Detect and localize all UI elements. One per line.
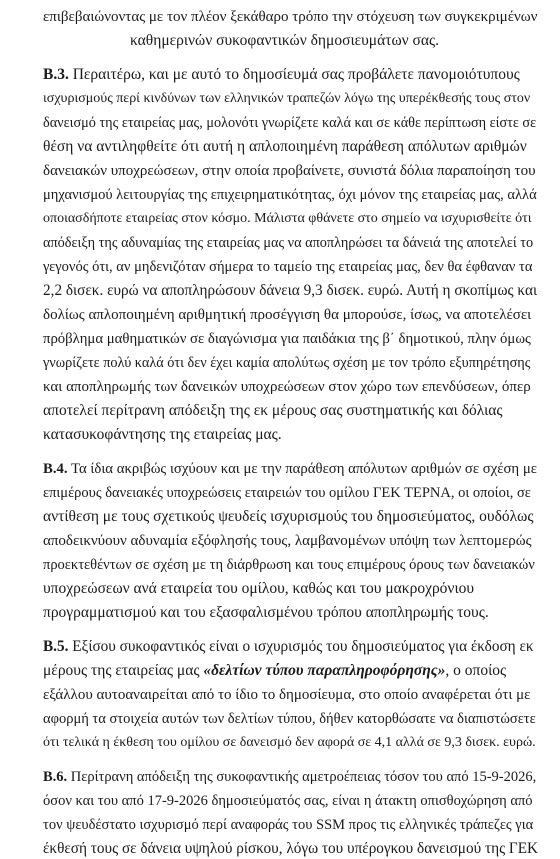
paragraph-line — [43, 353, 538, 373]
paragraph-line — [43, 791, 538, 811]
paragraph-line — [43, 257, 538, 277]
line-text: προεκτεθέντων σε σχέση με τη διάρθρωση και τους επιμέρους όρους των δανειακών — [43, 557, 535, 573]
paragraph-line — [43, 603, 538, 623]
paragraph-line — [43, 709, 538, 729]
line-text: επιμέρους δανειακές υποχρεώσεις εταιρειών του ομίλου ΓΕΚ ΤΕΡΝΑ, οι οποίοι, σε — [43, 485, 531, 501]
paragraph-line — [43, 555, 538, 575]
line-text: θέση να αντιληφθείτε ότι αυτή η απλοποιημένη παράθεση απόλυτων αριθμών — [43, 138, 527, 155]
paragraph-line — [43, 89, 538, 109]
paragraph-line — [43, 425, 538, 445]
line-text: Περίτρανη απόδειξη της συκοφαντικής αμετροέπειας τόσον του από 15-9-2026, — [67, 769, 537, 785]
line-text: 2,2 δισεκ. ευρώ να αποπληρώσουν δάνεια 9,3 δισεκ. ευρώ. Αυτή η σκοπίμως και — [43, 282, 538, 299]
line-text: αντίθεση με τους σχετικούς ψευδείς ισχυρισμούς του δημοσιεύματος, ουδόλως — [43, 508, 534, 525]
line-text: δολίως απλοποιημένη αριθμητική προσέγγιση θα μπορούσε, ίσως, να αποτελέσει — [43, 307, 532, 323]
paragraph-line — [130, 31, 538, 51]
paragraph-line — [43, 281, 538, 301]
line-text: επιβεβαιώνοντας με τον πλέον ξεκάθαρο τρόπο την στόχευση των συγκεκριμένων — [43, 9, 538, 25]
paragraph-line — [43, 767, 538, 787]
line-text: γεγονός ότι, αν μηδενιζόταν σήμερα το ταμείο της εταιρείας μας, δεν θα έφθαναν τα — [43, 259, 533, 275]
line-text: κατασυκοφάντησης της εταιρείας μας. — [43, 426, 282, 443]
line-text: Τα ίδια ακριβώς ισχύουν και με την παράθεση απόλυτων αριθμών σε σχέση με — [67, 461, 537, 477]
section-label: Β.5. — [43, 638, 69, 655]
paragraph-line — [43, 507, 538, 527]
paragraph-line — [43, 815, 538, 835]
line-text: δανειακών υποχρεώσεων, στην οποία προβαίνετε, συνιστά δόλια παραποίηση του — [43, 163, 536, 179]
paragraph-line — [43, 161, 538, 181]
paragraph-line — [43, 733, 538, 753]
line-text: , ο οποίος — [445, 662, 507, 679]
line-text: αποτελεί περίτρανη απόδειξη της εκ μέρους σας συστηματικής και δόλιας — [43, 402, 503, 419]
section-label: Β.4. — [43, 461, 68, 477]
section-label: Β.3. — [43, 66, 69, 83]
line-text: τον ψευδέστατο ισχυρισμό περί αναφοράς του SSM προς τις ελληνικές τράπεζες για — [43, 817, 534, 833]
line-text: ότι τελικά η έκθεση του ομίλου σε δανεισμό δεν αφορά σε 4,1 αλλά σε 9,3 δισεκ. ευρώ. — [43, 735, 536, 750]
line-text: προγραμματισμού και του εξασφαλισμένου τρόπου αποπληρωμής τους. — [43, 604, 489, 621]
line-text: εξάλλου αυτοαναιρείται από το ίδιο το δημοσίευμα, στο οποίο αναφέρεται ότι με — [43, 687, 531, 703]
paragraph-line — [43, 305, 538, 325]
paragraph-line — [43, 233, 538, 253]
line-text: απόδειξη της αδυναμίας της εταιρείας μας να αποπληρώσει τα δάνειά της αποτελεί το — [43, 235, 534, 251]
line-text: οποιασδήποτε εταιρείας στον κόσμο. Μάλιστα φθάνετε στο σημείο να ισχυρισθείτε ότι — [43, 211, 532, 226]
paragraph-line — [43, 329, 538, 349]
line-text: γνωρίζετε πολύ καλά ότι δεν έχει καμία απολύτως σχέση με τον τρόπο εξυπηρέτησης — [43, 355, 531, 371]
paragraph-line — [43, 637, 538, 657]
line-text: πρόβλημα μαθηματικών σε διαγώνισμα για παιδάκια της β΄ δημοτικού, πλην όμως — [43, 331, 531, 347]
line-text: αποδεικνύουν αδυναμία εξόφλησής τους, λαμβανομένων υπόψη των λεπτομερώς — [43, 533, 532, 549]
line-text: δανεισμό της εταιρείας μας, μολονότι γνωρίζετε καλά και σε κάθε περίπτωση είστε σε — [43, 115, 537, 131]
line-text: Περαιτέρω, και με αυτό το δημοσίευμά σας προβάλετε πανομοιότυπους — [68, 66, 520, 83]
paragraph-line — [43, 137, 538, 157]
line-text: όσον και του από 17-9-2026 δημοσιεύματός σας, είναι η άτακτη οπισθοχώρηση από — [43, 793, 533, 809]
line-text: έκθεσή τους σε δάνεια υψηλού ρίσκου, λόγω του υπέρογκου δανεισμού της ΓΕΚ — [43, 840, 539, 857]
paragraph-line — [43, 483, 538, 503]
line-text: και αποπληρωμής των δανεικών υποχρεώσεων στον χώρο των επενδύσεων, όπερ — [43, 379, 531, 395]
paragraph-line — [43, 7, 538, 27]
paragraph-line — [43, 209, 538, 229]
line-text: ισχυρισμούς περί κινδύνων των ελληνικών τραπεζών λόγω της υπερέκθεσής τους στον — [43, 91, 531, 106]
paragraph-line — [43, 401, 538, 421]
paragraph-line — [43, 377, 538, 397]
line-text: υποχρεώσεων ανά εταιρεία του ομίλου, καθώς και του μακροχρόνιου — [43, 580, 475, 597]
line-text: καθημερινών συκοφαντικών δημοσιευμάτων σας. — [130, 32, 440, 49]
paragraph-line — [43, 185, 538, 205]
section-label: Β.6. — [43, 769, 68, 785]
emphasized-quote: «δελτίων τύπου παραπληροφόρησης» — [203, 662, 446, 679]
line-text: μέρους της εταιρείας μας — [43, 662, 204, 679]
line-text: Εξίσου συκοφαντικός είναι ο ισχυρισμός του δημοσιεύματος για έκδοση εκ — [68, 638, 534, 655]
line-text: αφορμή τα στοιχεία αυτών των δελτίων τύπου, δήθεν κατορθώσατε να διαπιστώσετε — [43, 711, 536, 727]
paragraph-line — [43, 531, 538, 551]
paragraph-line — [43, 839, 538, 859]
paragraph-line — [43, 113, 538, 133]
paragraph-line — [43, 459, 538, 479]
paragraph-line — [43, 65, 538, 85]
paragraph-line — [43, 685, 538, 705]
line-text: μηχανισμού λειτουργίας της επιχειρηματικότητας, όχι μόνον της εταιρείας μας, αλλά — [43, 187, 537, 203]
paragraph-line — [43, 579, 538, 599]
paragraph-line — [43, 661, 538, 681]
